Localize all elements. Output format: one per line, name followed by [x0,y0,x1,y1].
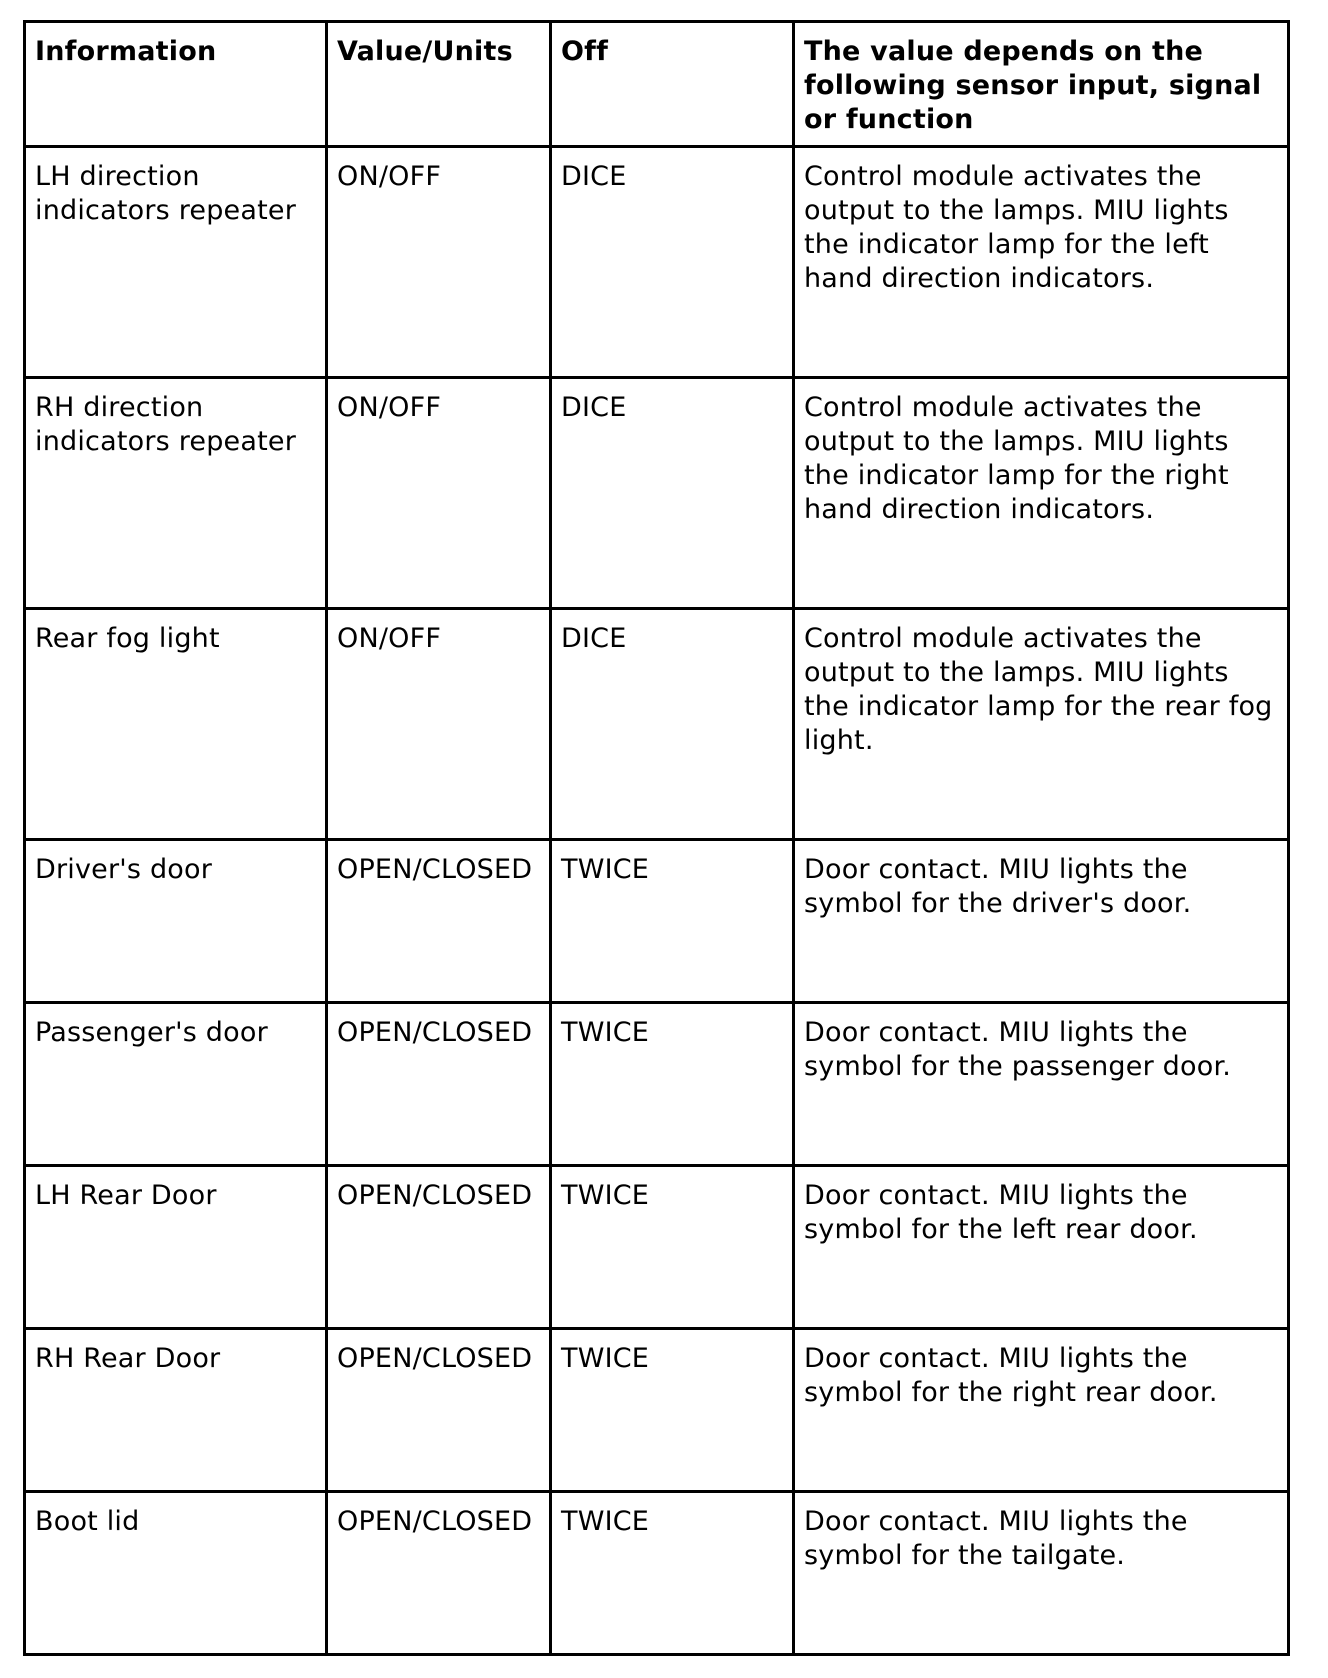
cell-information: RH Rear Door [25,1329,327,1492]
table-row [25,147,1289,378]
cell-depends-on: Door contact. MIU lights the symbol for the right rear door. [794,1329,1289,1492]
table-row [25,840,1289,1003]
cell-information: LH direction indicators repeater [25,147,327,378]
cell-value-units: OPEN/CLOSED [327,1003,551,1166]
header-value-units: Value/Units [327,22,551,147]
header-depends-on: The value depends on the following sensor input, signal or function [794,22,1289,147]
cell-depends-on: Control module activates the output to the lamps. MIU lights the indicator lamp for the left hand direction indicators. [794,147,1289,378]
table-row [25,1003,1289,1166]
table-row [25,1329,1289,1492]
cell-information: RH direction indicators repeater [25,378,327,609]
cell-information: Driver's door [25,840,327,1003]
cell-depends-on: Control module activates the output to the lamps. MIU lights the indicator lamp for the rear fog light. [794,609,1289,840]
cell-off: TWICE [551,1492,794,1655]
cell-depends-on: Door contact. MIU lights the symbol for the driver's door. [794,840,1289,1003]
cell-depends-on: Door contact. MIU lights the symbol for the left rear door. [794,1166,1289,1329]
cell-off: DICE [551,609,794,840]
cell-off: DICE [551,147,794,378]
cell-off: TWICE [551,1329,794,1492]
header-off: Off [551,22,794,147]
cell-value-units: ON/OFF [327,378,551,609]
table-row [25,378,1289,609]
cell-information: Passenger's door [25,1003,327,1166]
cell-value-units: OPEN/CLOSED [327,1492,551,1655]
cell-off: TWICE [551,1166,794,1329]
cell-depends-on: Control module activates the output to the lamps. MIU lights the indicator lamp for the right hand direction indicators. [794,378,1289,609]
cell-information: LH Rear Door [25,1166,327,1329]
header-information: Information [25,22,327,147]
cell-depends-on: Door contact. MIU lights the symbol for the passenger door. [794,1003,1289,1166]
table-header-row [25,22,1289,147]
cell-off: TWICE [551,840,794,1003]
cell-value-units: ON/OFF [327,147,551,378]
cell-value-units: ON/OFF [327,609,551,840]
cell-off: TWICE [551,1003,794,1166]
cell-information: Boot lid [25,1492,327,1655]
cell-value-units: OPEN/CLOSED [327,1166,551,1329]
table-row [25,1492,1289,1655]
cell-off: DICE [551,378,794,609]
cell-value-units: OPEN/CLOSED [327,1329,551,1492]
table-row [25,1166,1289,1329]
cell-value-units: OPEN/CLOSED [327,840,551,1003]
information-table [23,20,1290,1656]
table-row [25,609,1289,840]
cell-information: Rear fog light [25,609,327,840]
cell-depends-on: Door contact. MIU lights the symbol for the tailgate. [794,1492,1289,1655]
